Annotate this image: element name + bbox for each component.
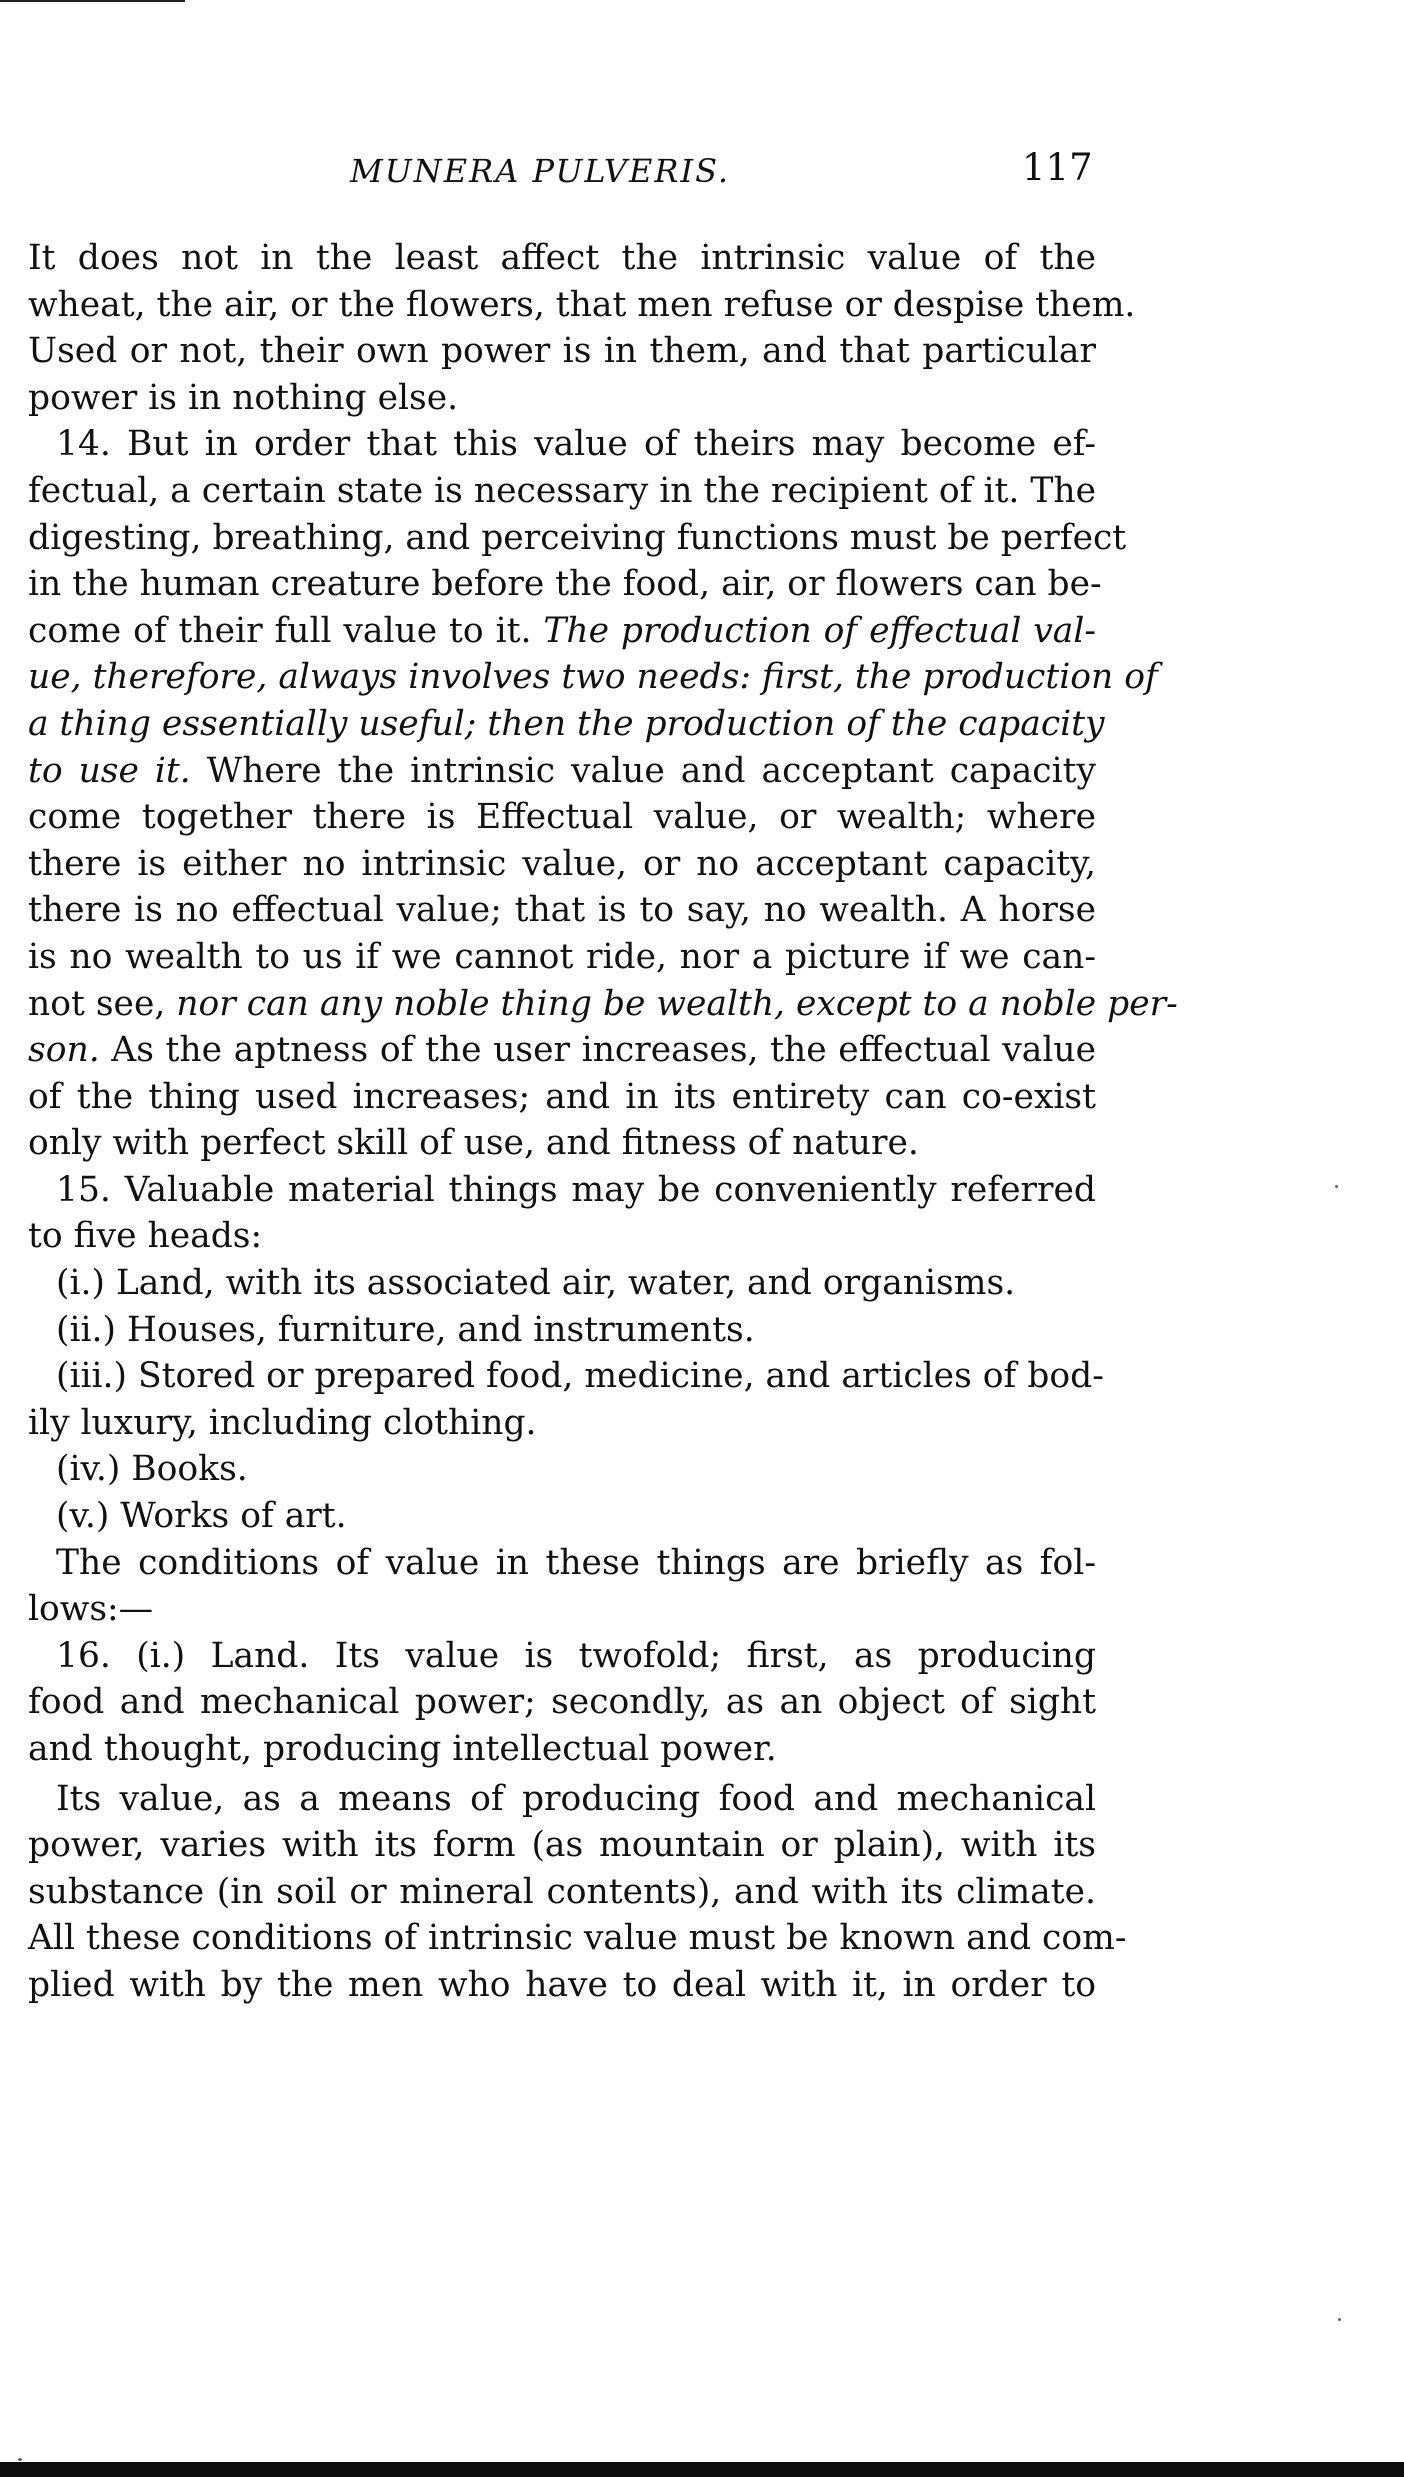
text-line: is no wealth to us if we cannot ride, nor a picture if we can- bbox=[28, 936, 1096, 977]
top-scan-rule bbox=[0, 0, 185, 2]
text-line: substance (in soil or mineral contents), and with its climate. bbox=[28, 1871, 1096, 1912]
text-line: digesting, breathing, and perceiving functions must be perfect bbox=[28, 517, 1127, 558]
text-line: only with perfect skill of use, and fitness of nature. bbox=[28, 1123, 919, 1164]
text-line: It does not in the least affect the intrinsic value of the bbox=[28, 238, 1096, 278]
list-item-books: (iv.) Books. bbox=[56, 1449, 248, 1490]
text-line: not see, nor can any noble thing be wealth, except to a noble per- bbox=[28, 983, 1178, 1024]
scan-speck bbox=[1335, 1185, 1338, 1188]
running-head bbox=[0, 146, 1404, 196]
text-line: to five heads: bbox=[28, 1216, 263, 1257]
text-line: son. As the aptness of the user increases, the effectual value bbox=[28, 1030, 1096, 1071]
list-item-houses: (ii.) Houses, furniture, and instruments. bbox=[56, 1309, 755, 1350]
scan-speck bbox=[18, 2458, 22, 2461]
list-item-works-of-art: (v.) Works of art. bbox=[56, 1496, 347, 1537]
bottom-scan-edge bbox=[0, 2462, 1404, 2477]
scan-speck bbox=[1338, 2318, 1341, 2321]
paragraph-land-value: Its value, as a means of producing food and mechanical bbox=[56, 1778, 1096, 1819]
running-title: MUNERA PULVERIS. bbox=[350, 152, 731, 190]
text-line: come of their full value to it. The production of effectual val- bbox=[28, 610, 1097, 651]
text-line: there is either no intrinsic value, or no acceptant capacity, bbox=[28, 843, 1096, 884]
text-line: power is in nothing else. bbox=[28, 377, 459, 418]
text-line: power, varies with its form (as mountain or plain), with its bbox=[28, 1825, 1096, 1866]
text-line: come together there is Effectual value, or wealth; where bbox=[28, 797, 1096, 838]
text-line: there is no effectual value; that is to say, no wealth. A horse bbox=[28, 890, 1096, 931]
text-line: fectual, a certain state is necessary in the recipient of it. The bbox=[28, 470, 1096, 511]
text-line: ily luxury, including clothing. bbox=[28, 1402, 537, 1443]
text-line: food and mechanical power; secondly, as an object of sight bbox=[28, 1682, 1096, 1723]
text-line: and thought, producing intellectual power. bbox=[28, 1729, 777, 1769]
paragraph-14-start: 14. But in order that this value of theirs may become ef- bbox=[56, 424, 1096, 465]
list-item-land: (i.) Land, with its associated air, water, and organisms. bbox=[56, 1263, 1016, 1304]
text-line: Used or not, their own power is in them, and that particular bbox=[28, 331, 1096, 372]
text-line: in the human creature before the food, air, or flowers can be- bbox=[28, 564, 1102, 605]
list-item-food: (iii.) Stored or prepared food, medicine, and articles of bod- bbox=[56, 1356, 1104, 1397]
paragraph-15-start: 15. Valuable material things may be conveniently referred bbox=[56, 1169, 1096, 1210]
page-number: 117 bbox=[1022, 146, 1093, 189]
text-line: ue, therefore, always involves two needs: first, the production of bbox=[28, 657, 1158, 698]
text-line: a thing essentially useful; then the production of the capacity bbox=[28, 703, 1105, 744]
text-line: of the thing used increases; and in its entirety can co-exist bbox=[28, 1076, 1096, 1117]
paragraph-16-start: 16. (i.) Land. Its value is twofold; first, as producing bbox=[56, 1635, 1096, 1676]
text-line: The conditions of value in these things are briefly as fol- bbox=[56, 1542, 1096, 1583]
text-line: All these conditions of intrinsic value must be known and com- bbox=[28, 1918, 1127, 1959]
text-line: to use it. Where the intrinsic value and acceptant capacity bbox=[28, 750, 1096, 791]
text-line: wheat, the air, or the flowers, that men refuse or despise them. bbox=[28, 284, 1136, 325]
text-line: plied with by the men who have to deal with it, in order to bbox=[28, 1964, 1096, 2005]
text-line: lows:— bbox=[28, 1589, 154, 1630]
body-text bbox=[28, 235, 1178, 2009]
